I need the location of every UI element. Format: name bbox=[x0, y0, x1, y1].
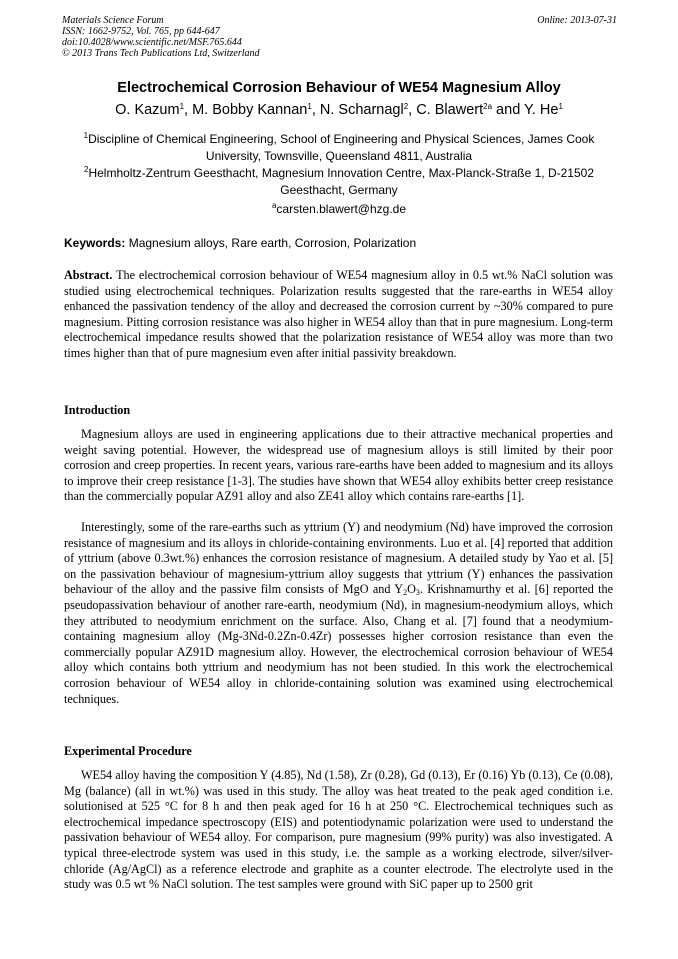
email-mark: a bbox=[271, 201, 277, 210]
keywords-text: Magnesium alloys, Rare earth, Corrosion, Polarization bbox=[125, 236, 417, 250]
subscript: 2 bbox=[403, 588, 408, 598]
paper-title: Electrochemical Corrosion Behaviour of WE54 Magnesium Alloy bbox=[117, 80, 561, 96]
journal-copyright: © 2013 Trans Tech Publications Ltd, Switzerland bbox=[62, 48, 260, 59]
affiliation-1 bbox=[64, 131, 614, 165]
affiliation-text: Helmholtz-Zentrum Geesthacht, Magnesium Innovation Centre, Max-Planck-Straße 1, D-21502 Geesthacht, Germany bbox=[88, 166, 594, 197]
experimental-paragraph-1: WE54 alloy having the composition Y (4.85), Nd (1.58), Zr (0.28), Gd (0.13), Er (0.16) Yb (0.13), Ce (0.08), Mg (balance) (all in wt.%) was used in this study. The alloy was heat treated to the peak aged condition i.e. solutionised at 525 °C for 8 h and then peak aged for 16 h at 250 °C. Electrochemical techniques such as electrochemical impedance spectroscopy (EIS) and potentiodynamic polarization were used to understand the passivation behaviour of WE54 alloy. For comparison, pure magnesium (99% purity) was also investigated. A typical three-electrode system was used in this study, i.e. the sample as a working electrode, silver/silver-chloride (Ag/AgCl) as a reference electrode and graphite as a counter electrode. The electrolyte used in the study was 0.5 wt % NaCl solution. The test samples were ground with SiC paper up to 2500 grit bbox=[64, 768, 613, 892]
introduction-paragraph-2 bbox=[64, 520, 613, 707]
abstract-text: The electrochemical corrosion behaviour of WE54 magnesium alloy in 0.5 wt.% NaCl solution was studied using electrochemical techniques. Polarization results suggested that the rare-earths in WE54 alloy enhanced the passivation tendency of the alloy and decreased the corrosion current by ~30% compared to pure magnesium. Pitting corrosion resistance was also higher in WE54 alloy than that in pure magnesium. Long-term electrochemical impedance results showed that the polarization resistance of WE54 alloy was more than two times higher than that of pure magnesium even after initial passivity breakdown. bbox=[64, 268, 613, 360]
author-list bbox=[30, 102, 648, 118]
experimental-heading: Experimental Procedure bbox=[64, 744, 192, 758]
author-name: Y. He bbox=[524, 102, 559, 118]
email-address: carsten.blawert@hzg.de bbox=[276, 202, 407, 216]
online-date: Online: 2013-07-31 bbox=[537, 15, 617, 26]
author-name: O. Kazum bbox=[115, 102, 180, 118]
introduction-paragraph-1: Magnesium alloys are used in engineering applications due to their attractive mechanical properties and weight saving potential. However, the widespread use of magnesium alloys is still limited by their poor corrosion and creep properties. In recent years, various rare-earths have been added to magnesium and its alloys to improve their creep resistance [1-3]. The studies have shown that WE54 alloy exhibits better creep resistance than the commercially popular AZ91 alloy and also ZE41 alloy which contains rare-earths [1]. bbox=[64, 427, 613, 504]
author-name: N. Scharnagl bbox=[319, 102, 404, 118]
abstract bbox=[64, 268, 613, 362]
keywords bbox=[64, 236, 619, 250]
affiliation-mark: 1 bbox=[83, 131, 89, 140]
affiliation-text: Discipline of Chemical Engineering, School of Engineering and Physical Sciences, James Cook University, Townsville, Queensland 4811, Australia bbox=[88, 132, 595, 163]
author-affiliation-mark: 1 bbox=[558, 102, 563, 111]
paragraph-text: O bbox=[407, 582, 416, 597]
journal-issn: ISSN: 1662-9752, Vol. 765, pp 644-647 bbox=[62, 26, 220, 37]
author-conjunction: and bbox=[492, 102, 525, 118]
author-affiliation-mark: 2 bbox=[403, 102, 409, 111]
corresponding-email bbox=[64, 201, 614, 218]
paragraph-text: Interestingly, some of the rare-earths such as yttrium (Y) and neodymium (Nd) have improved the corrosion resistance of magnesium and its alloys in chloride-containing environments. Luo et al. [4] reported that addition of yttrium (above 0.3wt.%) enhances the corrosion resistance of magnesium. A detailed study by Yao et al. [5] on the passivation behaviour of magnesium-yttrium alloy suggests that yttrium (Y) enhances the passivation behaviour of the alloy and the passive film consists of MgO and Y bbox=[64, 520, 613, 597]
journal-header bbox=[62, 15, 617, 59]
author-separator: , bbox=[408, 102, 417, 118]
author-separator: , bbox=[311, 102, 320, 118]
journal-name: Materials Science Forum bbox=[62, 15, 164, 26]
author-name: C. Blawert bbox=[416, 102, 484, 118]
author-affiliation-mark: 2a bbox=[483, 102, 493, 111]
introduction-heading: Introduction bbox=[64, 403, 131, 417]
affiliation-mark: 2 bbox=[83, 165, 89, 174]
author-separator: , bbox=[184, 102, 193, 118]
author-name: M. Bobby Kannan bbox=[192, 102, 308, 118]
subscript: 3 bbox=[415, 588, 420, 598]
keywords-label: Keywords: bbox=[64, 236, 126, 250]
author-affiliation-mark: 1 bbox=[307, 102, 312, 111]
paragraph-text: . Krishnamurthy et al. [6] reported the pseudopassivation behaviour of another rare-earth, neodymium (Nd), in magnesium-neodymium alloys, which they attributed to neodymium enrichment on the surface. Also, Chang et al. [7] found that a neodymium-containing magnesium alloy (Mg-3Nd-0.2Zn-0.4Zr) possesses higher corrosion resistance than even the commercially popular AZ91D magnesium alloy. However, the electrochemical corrosion behaviour of WE54 alloy which contains both yttrium and neodymium has not been studied. In this work the electrochemical corrosion behaviour of WE54 alloy in chloride-containing solution was examined using electrochemical techniques. bbox=[64, 582, 614, 706]
affiliation-2 bbox=[64, 165, 614, 199]
journal-doi: doi:10.4028/www.scientific.net/MSF.765.644 bbox=[62, 37, 242, 48]
author-affiliation-mark: 1 bbox=[179, 102, 185, 111]
abstract-label: Abstract. bbox=[64, 268, 113, 282]
